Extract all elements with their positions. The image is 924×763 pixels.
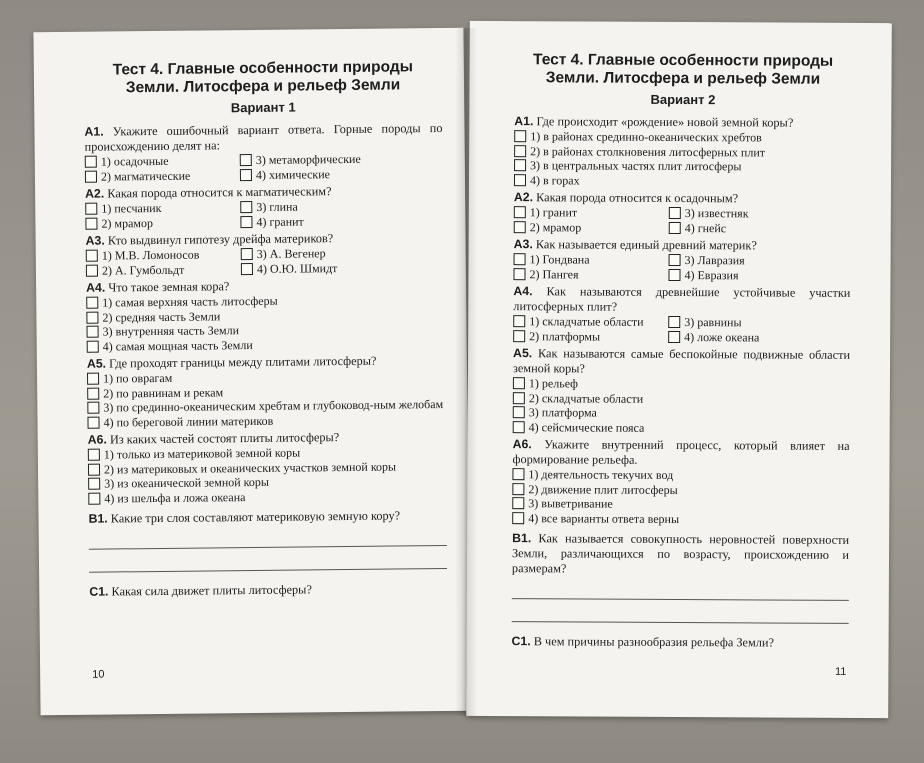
answer-option[interactable]: 2) из материковых и океанических участков земной коры [88,458,446,476]
checkbox[interactable] [85,170,97,182]
answer-option[interactable]: 3) из океанической земной коры [88,473,446,491]
answer-option[interactable]: 4) Евразия [668,267,850,282]
checkbox[interactable] [512,468,524,480]
checkbox[interactable] [240,215,252,227]
question-b1: В1. Какие три слоя составляют материковую земную кору? [88,508,447,573]
answer-option[interactable]: 1) Гондвана [514,252,669,267]
question-a4: А4. Как называются древнейшие устойчивые участки литосферных плит? 1) складчатые области 3) равнины 2) платформы 4) ложе океана [513,284,851,344]
answer-option[interactable]: 4) гранит [240,212,443,229]
answer-option[interactable]: 1) песчаник [85,200,240,216]
answer-option[interactable]: 1) только из материковой земной коры [88,444,446,462]
checkbox[interactable] [88,449,100,461]
answer-option[interactable]: 4) из шельфа и ложа океана [88,487,446,505]
checkbox[interactable] [85,217,97,229]
checkbox[interactable] [87,326,99,338]
checkbox[interactable] [86,250,98,262]
answer-option[interactable]: 3) внутренняя часть Земли [87,321,445,339]
test-title: Тест 4. Главные особенности природы Земли. Литосфера и рельеф Земли [112,58,413,97]
question-a2: А2. Какая порода относится к магматическим? 1) песчаник 3) глина 2) мрамор 4) гранит [85,183,443,231]
checkbox[interactable] [513,330,525,342]
question-c1: С1. Какая сила движет плиты литосферы? [89,582,312,599]
answer-option[interactable]: 2) мрамор [514,220,669,235]
answer-option[interactable]: 3) Лавразия [669,253,851,268]
answer-option[interactable]: 2) мрамор [85,215,240,231]
answer-option[interactable]: 3) в центральных частях плит литосферы [514,158,851,174]
answer-option[interactable]: 3) равнины [668,315,850,330]
checkbox[interactable] [669,207,681,219]
answer-option[interactable]: 1) деятельность текучих вод [512,467,849,483]
checkbox[interactable] [88,478,100,490]
question-a6: А6. Из каких частей состоят плиты литосферы? 1) только из материковой земной коры 2) из материковых и океанических участков земной коры 3) из океанической земной коры 4) из шельфа и ложа океана [88,429,447,506]
checkbox[interactable] [87,373,99,385]
checkbox[interactable] [241,262,253,274]
checkbox[interactable] [85,203,97,215]
answer-option[interactable]: 2) по равнинам и рекам [87,382,445,400]
checkbox[interactable] [514,145,526,157]
checkbox[interactable] [87,340,99,352]
answer-option[interactable]: 1) осадочные [85,153,240,169]
checkbox[interactable] [86,297,98,309]
checkbox[interactable] [240,168,252,180]
checkbox[interactable] [86,311,98,323]
checkbox[interactable] [512,512,524,524]
answer-option[interactable]: 2) движение плит литосферы [512,482,849,498]
question-a4: А4. Что такое земная кора? 1) самая верхняя часть литосферы 2) средняя часть Земли 3) внутренняя часть Земли 4) самая мощная часть Земли [86,277,445,354]
checkbox[interactable] [513,268,525,280]
checkbox[interactable] [514,174,526,186]
checkbox[interactable] [514,206,526,218]
answer-option[interactable]: 1) самая верхняя часть литосферы [86,292,444,310]
checkbox[interactable] [669,221,681,233]
checkbox[interactable] [668,316,680,328]
answer-option[interactable]: 4) все варианты ответа верны [512,511,849,527]
answer-option[interactable]: 3) известняк [669,206,851,221]
answer-option[interactable]: 1) в районах срединно-океанических хребтов [514,129,851,145]
checkbox[interactable] [512,497,524,509]
page-number: 10 [92,668,105,681]
checkbox[interactable] [240,154,252,166]
checkbox[interactable] [514,159,526,171]
answer-option[interactable]: 4) самая мощная часть Земли [87,335,445,353]
checkbox[interactable] [88,463,100,475]
right-page [466,21,892,718]
checkbox[interactable] [513,377,525,389]
answer-option[interactable]: 1) по оврагам [87,368,445,386]
answer-option[interactable]: 2) средняя часть Земли [86,306,444,324]
checkbox[interactable] [513,421,525,433]
answer-line[interactable] [512,599,849,624]
question-a3: А3. Кто выдвинул гипотезу дрейфа материков? 1) М.В. Ломоносов 3) А. Вегенер 2) А. Гумбольдт 4) О.Ю. Шмидт [86,230,444,278]
checkbox[interactable] [669,254,681,266]
answer-line[interactable] [89,546,447,573]
checkbox[interactable] [514,253,526,265]
left-page [33,28,470,715]
question-a6: А6. Укажите внутренний процесс, который влияет на формирование рельефа. 1) деятельность текучих вод 2) движение плит литосферы 3) выветривание 4) все варианты ответа верны [512,437,850,526]
checkbox[interactable] [668,268,680,280]
checkbox[interactable] [241,248,253,260]
question-a1: А1. Укажите ошибочный вариант ответа. Горные породы по происхождению делят на: 1) осадочные 3) метаморфические 2) магматические 4) химические [84,120,443,184]
answer-option[interactable]: 3) выветривание [512,496,849,512]
variant-heading: Вариант 2 [650,91,716,108]
checkbox[interactable] [668,330,680,342]
answer-option[interactable]: 4) О.Ю. Шмидт [241,259,444,276]
answer-option[interactable]: 3) платформа [513,405,850,421]
answer-option[interactable]: 3) по срединно-океаническим хребтам и глубоковод-ным желобам [87,397,445,415]
answer-option[interactable]: 4) ложе океана [668,329,850,344]
answer-option[interactable]: 2) А. Гумбольдт [86,262,241,278]
checkbox[interactable] [513,392,525,404]
checkbox[interactable] [87,416,99,428]
answer-option[interactable]: 1) складчатые области [513,314,668,329]
question-c1: С1. В чем причины разнообразия рельефа Земли? [511,634,775,650]
answer-option[interactable]: 1) М.В. Ломоносов [86,247,241,263]
checkbox[interactable] [514,221,526,233]
checkbox[interactable] [87,402,99,414]
question-a2: А2. Какая порода относится к осадочным? 1) гранит 3) известняк 2) мрамор 4) гнейс [514,190,851,236]
answer-option[interactable]: 2) в районах столкновения литосферных плит [514,144,851,160]
answer-line[interactable] [512,576,849,601]
answer-option[interactable]: 2) складчатые области [513,391,850,407]
variant-heading: Вариант 1 [230,99,296,116]
answer-option[interactable]: 2) платформы [513,329,668,344]
checkbox[interactable] [514,130,526,142]
checkbox[interactable] [240,201,252,213]
test-title: Тест 4. Главные особенности природы Земли. Литосфера и рельеф Земли [532,51,834,88]
checkbox[interactable] [88,492,100,504]
answer-option[interactable]: 4) гнейс [669,220,851,235]
answer-option[interactable]: 4) по береговой линии материков [87,411,445,429]
answer-option[interactable]: 3) А. Вегенер [241,245,444,262]
checkbox[interactable] [86,264,98,276]
question-b1: В1. Как называется совокупность неровностей поверхности Земли, различающихся по возрасту, происхождению и размерам? [512,531,849,624]
answer-option[interactable]: 3) метаморфические [240,151,443,168]
answer-option[interactable]: 2) Пангея [513,267,668,282]
checkbox[interactable] [513,315,525,327]
answer-option[interactable]: 3) глина [240,198,443,215]
checkbox[interactable] [85,156,97,168]
checkbox[interactable] [513,406,525,418]
answer-option[interactable]: 2) магматические [85,168,240,184]
answer-option[interactable]: 1) рельеф [513,376,850,392]
question-a5: А5. Как называются самые беспокойные подвижные области земной коры? 1) рельеф 2) складчатые области 3) платформа 4) сейсмические пояса [512,346,851,435]
answer-option[interactable]: 4) в горах [514,173,851,189]
page-number: 11 [834,665,847,678]
answer-option[interactable]: 4) химические [240,165,443,182]
answer-option[interactable]: 4) сейсмические пояса [513,420,850,436]
checkbox[interactable] [512,483,524,495]
question-a5: А5. Где проходят границы между плитами литосферы? 1) по оврагам 2) по равнинам и рекам 3) по срединно-океаническим хребтам и глубоковод-ным желобам 4) по береговой линии материков [87,353,446,430]
question-a3: А3. Как называется единый древний материк? 1) Гондвана 3) Лавразия 2) Пангея 4) Евразия [513,237,850,283]
question-a1: А1. Где происходит «рождение» новой земной коры? 1) в районах срединно-океанических хребтов 2) в районах столкновения литосферных плит 3) в центральных частях плит литосферы 4) в горах [514,114,851,189]
checkbox[interactable] [87,387,99,399]
answer-option[interactable]: 1) гранит [514,205,669,220]
